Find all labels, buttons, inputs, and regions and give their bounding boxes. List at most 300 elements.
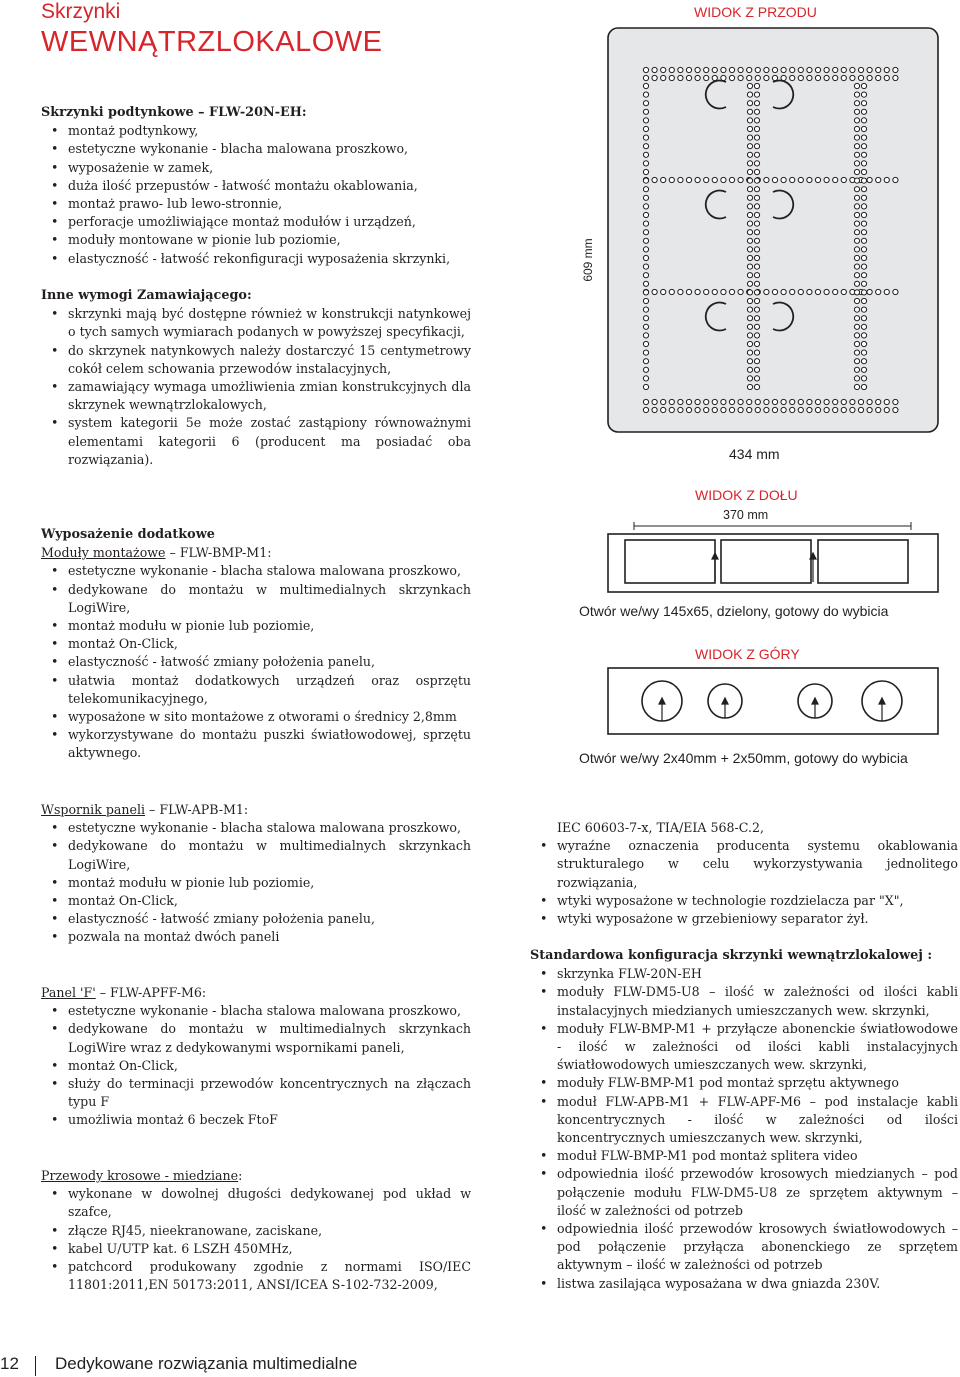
perforation-hole [772, 407, 777, 412]
perforation-hole [867, 289, 872, 294]
perforation-hole [747, 178, 752, 183]
perforation-hole [754, 255, 759, 260]
perforation-hole [772, 177, 777, 182]
perforation-hole [850, 67, 855, 72]
list-item: • estetyczne wykonanie - blacha malowana proszkowo, [41, 140, 471, 158]
list-item: • dedykowane do montażu w multimedialnych skrzynkach LogiWire, [41, 581, 471, 617]
perforation-hole [754, 101, 759, 106]
subsection-title [41, 544, 471, 562]
perforation-hole [747, 126, 752, 131]
list-item: • dedykowane do montażu w multimedialnych skrzynkach LogiWire, [41, 837, 471, 873]
accessories-section [41, 526, 471, 763]
perforation-hole [893, 67, 898, 72]
perforation-hole [854, 384, 859, 389]
perforation-hole [747, 247, 752, 252]
perforation-hole [643, 238, 648, 243]
perforation-hole [754, 324, 759, 329]
page-title: WEWNĄTRZLOKALOWE [41, 26, 383, 58]
perforation-hole [747, 187, 752, 192]
list-item: • system kategorii 5e może zostać zastąpiony równoważnymi elementami kategorii 6 (producent ma posiadać oba rozwiązania). [41, 414, 471, 469]
perforation-hole [686, 67, 691, 72]
perforation-hole [747, 83, 752, 88]
perforation-hole [643, 161, 648, 166]
perforation-hole [884, 177, 889, 182]
perforation-hole [747, 367, 752, 372]
perforation-hole [772, 399, 777, 404]
perforation-hole [841, 75, 846, 80]
perforation-hole [747, 307, 752, 312]
perforation-hole [876, 407, 881, 412]
perforation-hole [754, 118, 759, 123]
perforation-hole [833, 399, 838, 404]
spec-section-box [41, 104, 471, 268]
perforation-hole [747, 135, 752, 140]
perforation-hole [747, 316, 752, 321]
perforation-hole [764, 177, 769, 182]
perforation-hole [867, 67, 872, 72]
top-opening-note: Otwór we/wy 2x40mm + 2x50mm, gotowy do wybicia [579, 750, 908, 766]
list-item: • moduły montowane w pionie lub poziomie, [41, 231, 471, 249]
perforation-hole [861, 135, 866, 140]
perforation-hole [678, 67, 683, 72]
perforation-hole [738, 75, 743, 80]
perforation-hole [861, 273, 866, 278]
perforation-hole [815, 289, 820, 294]
perforation-hole [764, 407, 769, 412]
perforation-hole [712, 407, 717, 412]
perforation-hole [721, 177, 726, 182]
perforation-hole [754, 161, 759, 166]
list-item: • umożliwia montaż 6 beczek FtoF [41, 1111, 471, 1129]
perforation-hole [754, 298, 759, 303]
perforation-hole [661, 75, 666, 80]
perforation-hole [854, 255, 859, 260]
perforation-hole [854, 178, 859, 183]
perforation-hole [854, 341, 859, 346]
perforation-hole [754, 316, 759, 321]
list-item: • montaż On-Click, [41, 892, 471, 910]
list-item: • moduły FLW-DM5-U8 – ilość w zależności od ilości kabli instalacyjnych miedzianych umieszczanych wew. skrzynki, [530, 983, 958, 1019]
perforation-hole [790, 75, 795, 80]
subsection-title [41, 801, 471, 819]
perforation-hole [643, 290, 648, 295]
perforation-hole [854, 290, 859, 295]
list-item: • duża ilość przepustów - łatwość montażu okablowania, [41, 177, 471, 195]
list-item: • do skrzynek natynkowych należy dostarczyć 15 centymetrowy cokół celem schowania przewodów instalacyjnych, [41, 342, 471, 378]
perforation-hole [643, 407, 648, 412]
section-heading: Wyposażenie dodatkowe [41, 527, 215, 542]
perforation-hole [661, 177, 666, 182]
footer-divider [35, 1356, 36, 1376]
front-view-drawing [581, 20, 945, 445]
list-item: • odpowiednia ilość przewodów krosowych miedzianych – pod połączenie modułu FLW-DM5-U8 ze sprzętem aktywnym – ilość w zależności od potrzeb [530, 1165, 958, 1220]
perforation-hole [861, 126, 866, 131]
perforation-hole [854, 367, 859, 372]
list-item: • skrzynka FLW-20N-EH [530, 965, 958, 983]
perforation-hole [754, 290, 759, 295]
perforation-hole [695, 399, 700, 404]
perforation-hole [643, 350, 648, 355]
perforation-hole [754, 273, 759, 278]
perforation-hole [861, 333, 866, 338]
knockout-opening [818, 540, 908, 583]
list-item: • montaż modułu w pionie lub poziomie, [41, 874, 471, 892]
perforation-hole [861, 187, 866, 192]
perforation-hole [754, 221, 759, 226]
perforation-hole [807, 75, 812, 80]
perforation-hole [854, 109, 859, 114]
list-item: • wyposażenie w zamek, [41, 159, 471, 177]
perforation-hole [884, 407, 889, 412]
list-item: • wtyki wyposażone w grzebieniowy separator żył. [530, 910, 958, 928]
perforation-hole [824, 67, 829, 72]
perforation-hole [854, 238, 859, 243]
perforation-hole [854, 273, 859, 278]
perforation-hole [861, 359, 866, 364]
list-item: • listwa zasilająca wyposażana w dwa gniazda 230V. [530, 1275, 958, 1293]
perforation-hole [747, 376, 752, 381]
perforation-hole [858, 67, 863, 72]
subsection-link: Panel 'F' [41, 985, 96, 1000]
perforation-hole [747, 75, 752, 80]
perforation-hole [747, 92, 752, 97]
perforation-hole [754, 238, 759, 243]
perforation-hole [854, 135, 859, 140]
perforation-hole [876, 399, 881, 404]
perforation-hole [754, 367, 759, 372]
perforation-hole [861, 212, 866, 217]
perforation-hole [729, 177, 734, 182]
perforation-hole [729, 289, 734, 294]
perforation-hole [747, 359, 752, 364]
list-item: • estetyczne wykonanie - blacha stalowa malowana proszkowo, [41, 819, 471, 837]
perforation-hole [861, 376, 866, 381]
perforation-hole [754, 169, 759, 174]
subsection-link: Przewody krosowe - miedziane [41, 1168, 239, 1183]
perforation-hole [850, 399, 855, 404]
perforation-hole [861, 161, 866, 166]
list-item: • elastyczność - łatwość rekonfiguracji wyposażenia skrzynki, [41, 250, 471, 268]
list-item: • montaż prawo- lub lewo-stronnie, [41, 195, 471, 213]
perforation-hole [861, 367, 866, 372]
perforation-hole [643, 75, 648, 80]
perforation-hole [754, 204, 759, 209]
perforation-hole [861, 92, 866, 97]
list-item: • zamawiający wymaga umożliwienia zmian konstrukcyjnych dla skrzynek wewnątrzlokalowych, [41, 378, 471, 414]
perforation-hole [686, 289, 691, 294]
perforation-hole [798, 289, 803, 294]
patchcord-feature-list [41, 1185, 471, 1294]
perforation-hole [854, 101, 859, 106]
perforation-hole [854, 152, 859, 157]
perforation-hole [764, 75, 769, 80]
perforation-hole [747, 221, 752, 226]
perforation-hole [807, 67, 812, 72]
perforation-hole [704, 399, 709, 404]
perforation-hole [738, 177, 743, 182]
perforation-hole [861, 204, 866, 209]
perforation-hole [867, 75, 872, 80]
bottom-dimension: 370 mm [723, 508, 769, 522]
perforation-hole [861, 350, 866, 355]
perforation-hole [754, 92, 759, 97]
perforation-hole [747, 161, 752, 166]
perforation-hole [867, 177, 872, 182]
perforation-hole [643, 359, 648, 364]
subsection-title [41, 984, 471, 1002]
panel-bracket-section [41, 801, 471, 947]
perforation-hole [678, 399, 683, 404]
perforation-hole [798, 407, 803, 412]
perforation-hole [678, 289, 683, 294]
perforation-hole [754, 83, 759, 88]
perforation-hole [754, 264, 759, 269]
perforation-hole [695, 407, 700, 412]
perforation-hole [854, 359, 859, 364]
list-item: • kabel U/UTP kat. 6 LSZH 450MHz, [41, 1240, 471, 1258]
perforation-hole [747, 144, 752, 149]
perforation-hole [815, 399, 820, 404]
perforation-hole [704, 407, 709, 412]
perforation-hole [643, 67, 648, 72]
bottom-opening-note: Otwór we/wy 145x65, dzielony, gotowy do wybicia [579, 603, 889, 619]
perforation-hole [854, 126, 859, 131]
bottom-view-label: WIDOK Z DOŁU [695, 487, 798, 503]
perforation-hole [876, 67, 881, 72]
perforation-hole [747, 399, 752, 404]
perforation-hole [807, 399, 812, 404]
perforation-hole [747, 281, 752, 286]
perforation-hole [755, 75, 760, 80]
perforation-hole [643, 118, 648, 123]
perforation-hole [669, 67, 674, 72]
list-item: • skrzynki mają być dostępne również w konstrukcji natynkowej o tych samych wymiarach podanych w powyższej specyfikacji, [41, 305, 471, 341]
perforation-hole [824, 75, 829, 80]
perforation-hole [686, 177, 691, 182]
list-item: • wykorzystywane do montażu puszki światłowodowej, sprzętu aktywnego. [41, 726, 471, 762]
perforation-hole [747, 298, 752, 303]
perforation-hole [876, 289, 881, 294]
perforation-hole [738, 399, 743, 404]
list-item: • patchcord produkowany zgodnie z normami ISO/IEC 11801:2011,EN 50173:2011, ANSI/ICEA S-102-732-2009, [41, 1258, 471, 1294]
perforation-hole [764, 67, 769, 72]
perforation-hole [747, 324, 752, 329]
perforation-hole [695, 75, 700, 80]
perforation-hole [643, 152, 648, 157]
perforation-hole [790, 399, 795, 404]
perforation-hole [661, 407, 666, 412]
list-item: • pozwala na montaż dwóch paneli [41, 928, 471, 946]
footer-text: Dedykowane rozwiązania multimedialne [55, 1354, 358, 1373]
perforation-hole [661, 67, 666, 72]
perforation-hole [841, 67, 846, 72]
perforation-hole [861, 341, 866, 346]
perforation-hole [854, 298, 859, 303]
perforation-hole [747, 118, 752, 123]
perforation-hole [854, 187, 859, 192]
perforation-hole [861, 221, 866, 226]
width-dimension: 434 mm [729, 446, 780, 462]
perforation-hole [738, 289, 743, 294]
perforation-hole [807, 177, 812, 182]
perforation-hole [678, 407, 683, 412]
perforation-hole [876, 177, 881, 182]
perforation-hole [747, 341, 752, 346]
perforation-hole [643, 83, 648, 88]
standard-config-list [530, 965, 958, 1293]
list-item: • elastyczność - łatwość zmiany położenia panelu, [41, 910, 471, 928]
list-item: • wykonane w dowolnej długości dedykowanej pod układ w szafce, [41, 1185, 471, 1221]
perforation-hole [893, 177, 898, 182]
perforation-hole [755, 407, 760, 412]
perforation-hole [841, 289, 846, 294]
perforation-hole [754, 384, 759, 389]
perforation-hole [661, 289, 666, 294]
perforation-hole [643, 169, 648, 174]
perforation-hole [867, 399, 872, 404]
perforation-hole [747, 109, 752, 114]
perforation-hole [643, 212, 648, 217]
subsection-code: – FLW-APB-M1: [145, 802, 249, 817]
perforation-hole [754, 341, 759, 346]
perforation-hole [747, 230, 752, 235]
perforation-hole [861, 83, 866, 88]
perforation-hole [861, 152, 866, 157]
perforation-hole [669, 177, 674, 182]
perforation-hole [669, 407, 674, 412]
perforation-hole [854, 118, 859, 123]
subsection-link: Wspornik paneli [41, 802, 146, 817]
perforation-hole [861, 255, 866, 260]
perforation-hole [729, 75, 734, 80]
perforation-hole [790, 289, 795, 294]
perforation-hole [643, 367, 648, 372]
perforation-hole [755, 399, 760, 404]
perforation-hole [833, 407, 838, 412]
perforation-hole [854, 204, 859, 209]
perforation-hole [747, 290, 752, 295]
subsection-code: – FLW-BMP-M1: [165, 545, 272, 561]
perforation-hole [861, 316, 866, 321]
perforation-hole [841, 407, 846, 412]
patchcord-section [41, 1167, 471, 1294]
perforation-hole [861, 324, 866, 329]
perforation-hole [721, 407, 726, 412]
list-item: • montaż On-Click, [41, 1057, 471, 1075]
top-view-drawing [600, 664, 945, 744]
knockout-opening [625, 540, 715, 583]
perforation-hole [861, 178, 866, 183]
perforation-hole [824, 407, 829, 412]
perforation-hole [764, 399, 769, 404]
perforation-hole [643, 109, 648, 114]
perforation-hole [686, 399, 691, 404]
perforation-hole [815, 67, 820, 72]
perforation-hole [798, 177, 803, 182]
perforation-hole [754, 109, 759, 114]
section-kicker: Skrzynki [41, 0, 121, 23]
section-heading: Inne wymogi Zamawiającego: [41, 288, 252, 303]
perforation-hole [695, 67, 700, 72]
perforation-hole [669, 75, 674, 80]
list-item: • złącze RJ45, nieekranowane, zaciskane, [41, 1222, 471, 1240]
perforation-hole [747, 264, 752, 269]
perforation-hole [712, 177, 717, 182]
perforation-hole [861, 230, 866, 235]
perforation-hole [850, 407, 855, 412]
requirements-list [41, 305, 471, 469]
perforation-hole [893, 289, 898, 294]
perforation-hole [754, 247, 759, 252]
perforation-hole [695, 177, 700, 182]
perforation-hole [798, 399, 803, 404]
section-heading: Skrzynki podtynkowe – FLW-20N-EH: [41, 105, 307, 120]
perforation-hole [643, 187, 648, 192]
perforation-hole [854, 316, 859, 321]
bottom-view-drawing [600, 520, 945, 600]
list-item: • perforacje umożliwiające montaż modułów i urządzeń, [41, 213, 471, 231]
perforation-hole [861, 290, 866, 295]
perforation-hole [861, 264, 866, 269]
perforation-hole [854, 264, 859, 269]
perforation-hole [854, 230, 859, 235]
perforation-hole [854, 281, 859, 286]
perforation-hole [790, 177, 795, 182]
section-heading: Standardowa konfiguracja skrzynki wewnątrzlokalowej : [530, 948, 933, 963]
perforation-hole [643, 376, 648, 381]
list-item: • estetyczne wykonanie - blacha stalowa malowana proszkowo, [41, 562, 471, 580]
perforation-hole [747, 238, 752, 243]
perforation-hole [704, 67, 709, 72]
perforation-hole [861, 109, 866, 114]
perforation-hole [824, 177, 829, 182]
perforation-hole [704, 177, 709, 182]
perforation-hole [854, 83, 859, 88]
perforation-hole [747, 152, 752, 157]
perforation-hole [747, 204, 752, 209]
perforation-hole [884, 75, 889, 80]
list-item: • moduły FLW-BMP-M1 pod montaż sprzętu aktywnego [530, 1074, 958, 1092]
perforation-hole [833, 289, 838, 294]
list-item: • służy do terminacji przewodów koncentrycznych na złączach typu F [41, 1075, 471, 1111]
subsection-code: – FLW-APFF-M6: [95, 985, 207, 1000]
perforation-hole [854, 307, 859, 312]
perforation-hole [841, 177, 846, 182]
perforation-hole [861, 384, 866, 389]
perforation-hole [772, 67, 777, 72]
perforation-hole [781, 399, 786, 404]
perforation-hole [833, 75, 838, 80]
perforation-hole [747, 273, 752, 278]
perforation-hole [754, 144, 759, 149]
front-view-label: WIDOK Z PRZODU [694, 4, 817, 20]
perforation-hole [678, 75, 683, 80]
subsection-link: Moduły montażowe [41, 545, 166, 561]
perforation-hole [643, 255, 648, 260]
continued-text: IEC 60603-7-x, TIA/EIA 568-C.2, [557, 820, 764, 835]
list-item: • estetyczne wykonanie - blacha stalowa malowana proszkowo, [41, 1002, 471, 1020]
perforation-hole [854, 376, 859, 381]
perforation-hole [686, 407, 691, 412]
perforation-hole [893, 75, 898, 80]
perforation-hole [721, 399, 726, 404]
perforation-hole [781, 177, 786, 182]
perforation-hole [854, 247, 859, 252]
perforation-hole [747, 195, 752, 200]
height-dimension: 609 mm [581, 238, 595, 282]
perforation-hole [854, 195, 859, 200]
perforation-hole [807, 289, 812, 294]
